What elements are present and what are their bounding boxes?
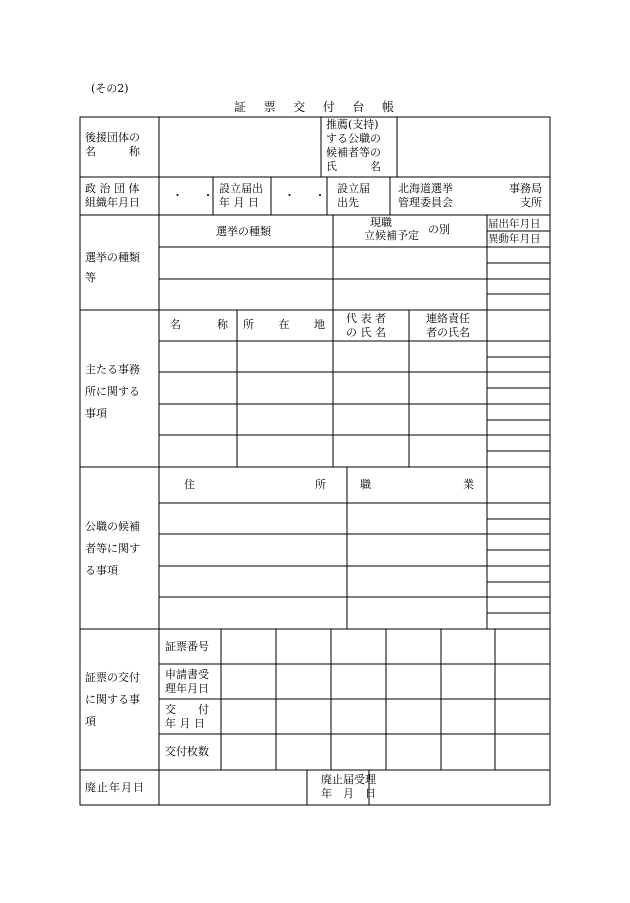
office-name-column-header: 名 称: [170, 318, 228, 331]
title-char: 帳: [381, 100, 394, 114]
election-committee-text: 北海道選挙 管理委員会: [398, 182, 453, 209]
org-date-field[interactable]: ・ ・: [172, 189, 222, 202]
title-char: 証: [234, 100, 247, 114]
incumbent-suffix: の別: [428, 223, 450, 236]
election-type-column-header: 選挙の種類: [216, 225, 271, 238]
application-date-label: 申請書受 理年月日: [165, 668, 209, 695]
incumbent-label: 現職 立候補予定: [364, 216, 419, 242]
org-date-label: 政 治 団 体 組織年月日: [85, 182, 140, 209]
contact-column-header: 連絡責任 者の氏名: [426, 312, 470, 339]
abolition-date-field[interactable]: [160, 771, 306, 804]
est-notice-date-field[interactable]: ・ ・: [284, 189, 334, 202]
title-char: 票: [263, 100, 276, 114]
form-title: [234, 98, 394, 115]
issuance-label: 証票の交付 に関する事 項: [85, 671, 140, 728]
form-note: (その2): [91, 82, 129, 95]
voucher-number-label: 証票番号: [165, 640, 209, 653]
candidate-name-field[interactable]: [398, 118, 549, 176]
main-office-label: 主たる事務 所に関する 事項: [85, 363, 140, 420]
abolition-date-label: 廃止年月日: [85, 781, 145, 794]
issue-date-label: 交 付 年 月 日: [165, 703, 209, 730]
support-group-label: 後援団体の 名 称: [85, 131, 140, 158]
issue-count-label: 交付枚数: [165, 745, 209, 758]
office-address-column-header: 所 在 地: [243, 318, 325, 331]
support-group-name-field[interactable]: [160, 118, 320, 176]
candidate-matters-label: 公職の候補 者等に関す る事項: [85, 520, 140, 577]
occupation-column-header: 職 業: [360, 478, 474, 491]
abolition-receipt-label: 廃止届受理 年 月 日: [321, 773, 376, 800]
abolition-receipt-field[interactable]: [370, 771, 549, 804]
title-char: 付: [322, 100, 335, 114]
est-notice-date-label: 設立届出 年 月 日: [219, 182, 263, 209]
est-notice-dest-label: 設立届 出先: [337, 182, 370, 209]
change-date-column-header: 異動年月日: [488, 233, 541, 245]
office-label: 事務局 支所: [509, 182, 542, 209]
rep-name-column-header: 代 表 者 の 氏 名: [346, 312, 386, 339]
election-type-label: 選挙の種類 等: [85, 251, 140, 284]
address-column-header: 住 所: [184, 478, 326, 491]
title-char: 台: [352, 100, 365, 114]
notice-date-column-header: 届出年月日: [488, 218, 541, 230]
candidate-name-label: 推薦(支持) する公職の 候補者等の 氏 名: [326, 118, 381, 173]
title-char: 交: [293, 100, 306, 114]
